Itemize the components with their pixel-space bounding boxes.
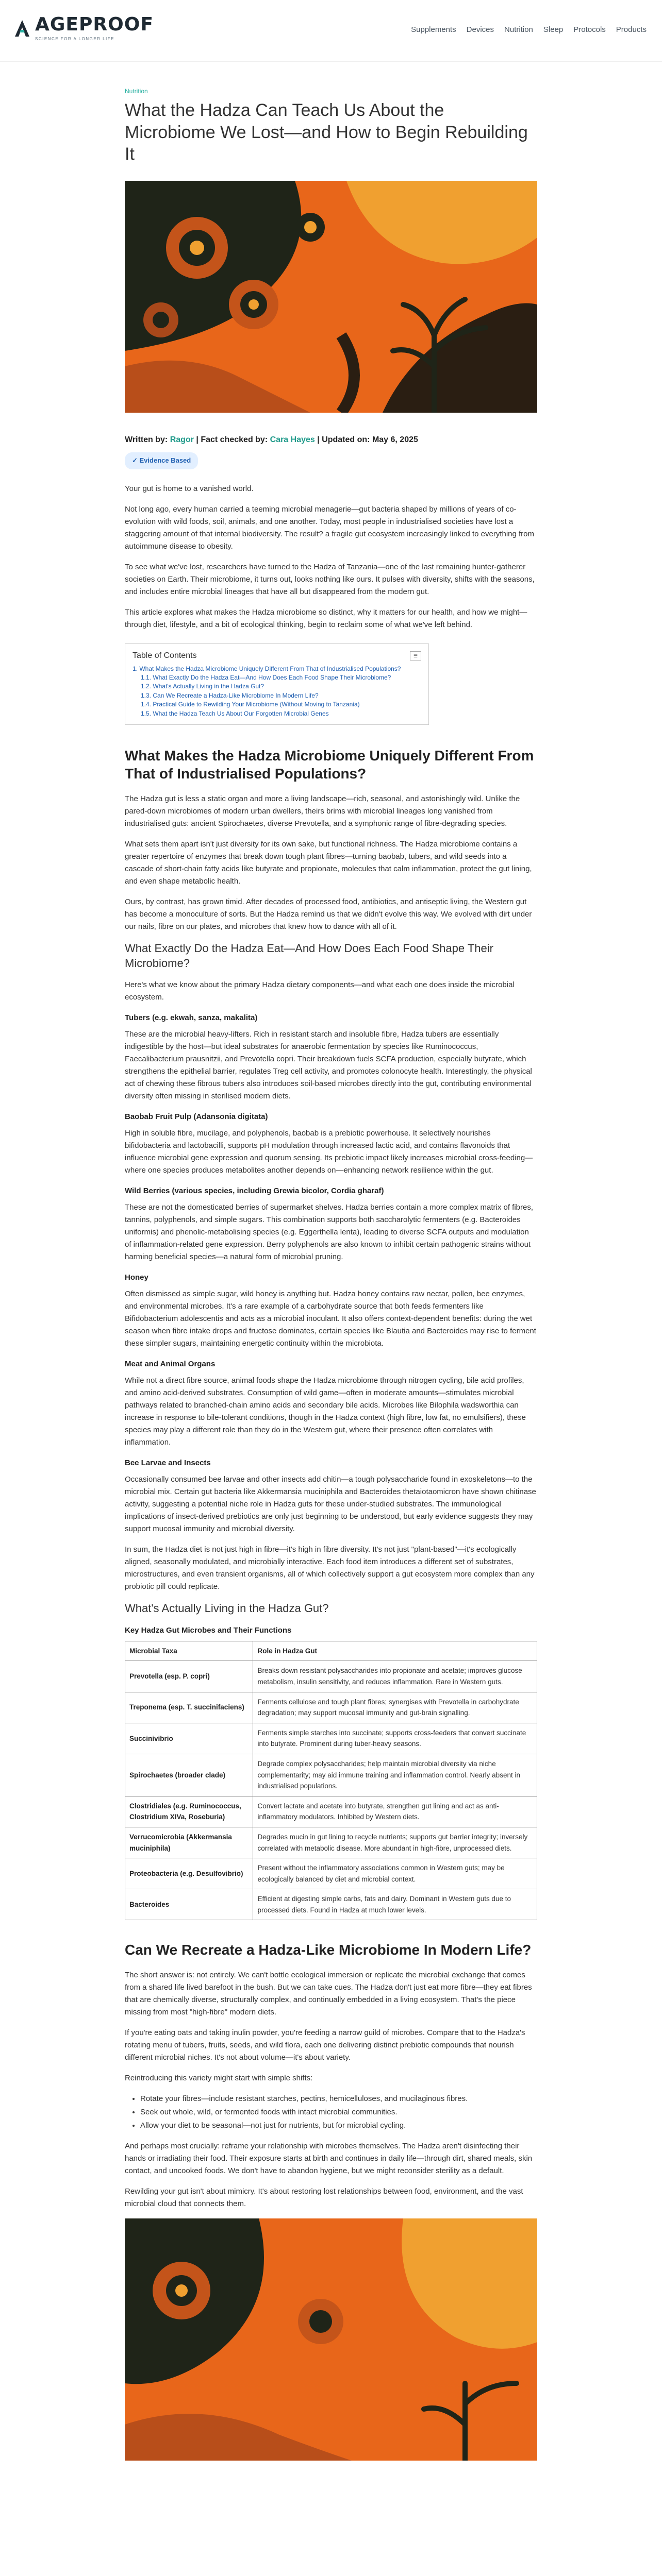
site-header xyxy=(0,0,662,62)
table-cell: Proteobacteria (e.g. Desulfovibrio) xyxy=(125,1858,253,1889)
table-cell: Convert lactate and acetate into butyrate, strengthen gut lining and act as anti-inflammatory modulators. Inhibited by Western diets. xyxy=(253,1796,537,1827)
logo-mark-icon xyxy=(13,19,31,39)
list-item: • Seek out whole, wild, or fermented foods with intact microbial communities. xyxy=(140,2106,537,2119)
byline xyxy=(125,433,537,447)
body-paragraph: In sum, the Hadza diet is not just high in fibre—it's high in fibre diversity. It's not just "plant-based"—it's ecologically aligned, seasonally modulated, and microbially interactive. Each food item introduces a different set of substrates, microstructures, and even transient organisms, all of which collectively support a gut ecosystem more complex than any probiotic pill could replicate. xyxy=(125,1545,535,1591)
table-header: Role in Hadza Gut xyxy=(253,1641,537,1661)
table-cell: Prevotella (esp. P. copri) xyxy=(125,1661,253,1692)
table-cell: Treponema (esp. T. succinifaciens) xyxy=(125,1692,253,1723)
fact-checker-link[interactable]: Cara Hayes xyxy=(270,435,315,444)
updated-date: May 6, 2025 xyxy=(372,435,418,444)
evidence-badge: ✓ Evidence Based xyxy=(125,452,198,469)
body-paragraph: And perhaps most crucially: reframe your relationship with microbes themselves. The Hadza aren't disinfecting their hands or irradiating their food. Their exposure starts at birth and continues in daily life—through dirt, shared meals, skin contact, and uncooked foods. We don't have to abandon hygiene, but we might reconsider sterility as a default. xyxy=(125,2142,533,2176)
category-link[interactable]: Nutrition xyxy=(125,88,148,95)
body-paragraph: The short answer is: not entirely. We can't bottle ecological immersion or replicate the microbial exchange that comes from a shared life lived barefoot in the bush. But we can take cues. The Hadza don't just eat more fibre—they eat fibres that are chemically diverse, structurally complex, and continually embedded in a living ecosystem. That's the piece missing from most "high-fibre" modern diets. xyxy=(125,1971,532,2017)
subsection-heading: What Exactly Do the Hadza Eat—And How Does Each Food Shape Their Microbiome? xyxy=(125,942,493,970)
section-illustration xyxy=(125,2218,537,2461)
table-row xyxy=(125,1754,537,1796)
table-cell: Present without the inflammatory associations common in Western guts; may be ecologically balanced by diet and microbial context. xyxy=(253,1858,537,1889)
byline-written-label: Written by: xyxy=(125,435,168,444)
table-row xyxy=(125,1827,537,1858)
brand-tagline: SCIENCE FOR A LONGER LIFE xyxy=(35,37,114,41)
food-text: Often dismissed as simple sugar, wild honey is anything but. Hadza honey contains raw nectar, pollen, bee enzymes, and environmental microbes. It's a rare example of a carbohydrate source that both feeds fermenters like Bifidobacterium adolescentis and acts as a microbial inoculant. It also offers context-dependent benefits: during the wet season when fibre intake drops and fructose dominates, certain species like Blautia and Bacteroides may rise to ferment these simpler sugars, maintaining energetic continuity within the microbiota. xyxy=(125,1290,536,1348)
site-logo[interactable] xyxy=(13,15,154,43)
table-cell: Spirochaetes (broader clade) xyxy=(125,1754,253,1796)
table-cell: Breaks down resistant polysaccharides into propionate and acetate; improves glucose metabolism, insulin sensitivity, and reduces inflammation. Rare in Western guts. xyxy=(253,1661,537,1692)
table-cell: Clostridiales (e.g. Ruminococcus, Clostridium XIVa, Roseburia) xyxy=(125,1796,253,1827)
article-title: What the Hadza Can Teach Us About the Microbiome We Lost—and How to Begin Rebuilding It xyxy=(125,100,528,164)
food-heading: Bee Larvae and Insects xyxy=(125,1459,211,1468)
body-paragraph: Ours, by contrast, has grown timid. After decades of processed food, antibiotics, and antiseptic living, the Western gut has become a monoculture of sorts. But the Hadza remind us that we didn't evolve this way. We evolved with dirt under our nails, fibre on our plates, and microbes that knew how to dance with all of it. xyxy=(125,897,532,931)
toc-toggle-icon[interactable]: ☰ xyxy=(410,651,421,660)
main-nav xyxy=(411,24,647,36)
table-caption: Key Hadza Gut Microbes and Their Functions xyxy=(125,1625,292,1635)
section-heading: Can We Recreate a Hadza-Like Microbiome In Modern Life? xyxy=(125,1942,532,1958)
nav-supplements[interactable]: Supplements xyxy=(411,25,456,34)
toc-item[interactable]: 1.1. What Exactly Do the Hadza Eat—And How Does Each Food Shape Their Microbiome? xyxy=(141,674,391,682)
food-heading: Tubers (e.g. ekwah, sanza, makalita) xyxy=(125,1013,258,1023)
author-link[interactable]: Ragor xyxy=(170,435,194,444)
body-paragraph: The Hadza gut is less a static organ and more a living landscape—rich, seasonal, and astonishingly wild. Unlike the pared-down microbiomes of modern urban dwellers, theirs brims with microbial lineages long vanished from industrialised guts: ancient Spirochaetes, diverse Prevotella, and a symphonic range of fibre-degrading species. xyxy=(125,794,520,828)
toc-title: Table of Contents xyxy=(133,651,197,660)
food-heading: Meat and Animal Organs xyxy=(125,1360,216,1369)
toc-item[interactable]: 1.2. What's Actually Living in the Hadza Gut? xyxy=(141,683,264,690)
intro-paragraph: This article explores what makes the Hadza microbiome so distinct, why it matters for our health, and how we might—through diet, lifestyle, and a bit of ecological thinking, begin to reclaim some of what we've left behind. xyxy=(125,608,527,630)
table-row xyxy=(125,1661,537,1692)
food-heading: Baobab Fruit Pulp (Adansonia digitata) xyxy=(125,1112,268,1122)
microbes-table xyxy=(125,1641,537,1921)
table-cell: Ferments simple starches into succinate; supports cross-feeders that convert succinate into butyrate. Prominent during tuber-heavy seasons. xyxy=(253,1723,537,1754)
section-heading: What Makes the Hadza Microbiome Uniquely Different From That of Industrialised Populations? xyxy=(125,748,534,782)
intro-paragraph: To see what we've lost, researchers have turned to the Hadza of Tanzania—one of the last remaining hunter-gatherer societies on Earth. Their microbiome, it turns out, looks nothing like ours. It pulses with diversity, shifts with the seasons, and includes entire microbial lineages that have all but disappeared from the modern gut. xyxy=(125,563,535,597)
nav-nutrition[interactable]: Nutrition xyxy=(504,25,533,34)
food-text: Occasionally consumed bee larvae and other insects add chitin—a tough polysaccharide found in exoskeletons—to the microbial mix. Certain gut bacteria like Akkermansia muciniphila and Bacteroides thetaiotaomicron have shown chitinase activity, suggesting a potential niche role in Hadza guts for these under-studied substrates. The immunological implications of insect-derived prebiotics are only just beginning to be understood, but early evidence suggests they may support mucosal immunity and microbial diversity. xyxy=(125,1475,536,1534)
article xyxy=(125,87,537,2461)
food-text: These are the microbial heavy-lifters. Rich in resistant starch and insoluble fibre, Hadza tubers are essentially indigestible by the host—but ideal substrates for anaerobic fermentation by species like Ruminococcus, Faecalibacterium prausnitzii, and Prevotella copri. Their breakdown fuels SCFA production, especially butyrate, which strengthens the epithelial barrier, regulates Treg cell activity, and promotes colonocyte health. Interestingly, the physical act of chewing these fibrous tubers also introduces soil-based microbes directly into the gut, contributing environmental diversity often missing in sterilised modern diets. xyxy=(125,1030,532,1101)
table-row xyxy=(125,1723,537,1754)
nav-products[interactable]: Products xyxy=(616,25,647,34)
nav-protocols[interactable]: Protocols xyxy=(573,25,606,34)
intro-paragraph: Not long ago, every human carried a teeming microbial menagerie—gut bacteria shaped by millions of years of co-evolution with wild foods, soil, animals, and one another. Today, most people in industrialised societies have lost a staggering amount of that internal biodiversity. The result? a fragile gut ecosystem increasingly linked to everything from autoimmune disease to obesity. xyxy=(125,505,535,551)
table-row xyxy=(125,1796,537,1827)
toc-item[interactable]: 1.4. Practical Guide to Rewilding Your Microbiome (Without Moving to Tanzania) xyxy=(141,701,360,708)
hero-illustration xyxy=(125,181,537,413)
table-cell: Ferments cellulose and tough plant fibres; synergises with Prevotella in carbohydrate degradation; may support mucosal immunity and gut-brain signalling. xyxy=(253,1692,537,1723)
body-paragraph: If you're eating oats and taking inulin powder, you're feeding a narrow guild of microbes. Compare that to the Hadza's rotating menu of tubers, fruits, seeds, and wild flora, each one delivering distinct prebiotic compounds that nourish different microbial niches. It's not about volume—it's about variety. xyxy=(125,2028,525,2062)
subsection-heading: What's Actually Living in the Hadza Gut? xyxy=(125,1602,329,1615)
intro-paragraph: Your gut is home to a vanished world. xyxy=(125,484,254,494)
table-row xyxy=(125,1858,537,1889)
table-header: Microbial Taxa xyxy=(125,1641,253,1661)
table-cell: Degrade complex polysaccharides; help maintain microbial diversity via niche complementarity; may aid immune training and inflammation control. Nearly absent in industrialised populations. xyxy=(253,1754,537,1796)
list-item: • Rotate your fibres—include resistant starches, pectins, hemicelluloses, and mucilaginous fibres. xyxy=(140,2093,537,2105)
toc-item[interactable]: 1. What Makes the Hadza Microbiome Uniquely Different From That of Industrialised Populations? xyxy=(133,665,401,672)
toc-item[interactable]: 1.5. What the Hadza Teach Us About Our Forgotten Microbial Genes xyxy=(141,709,329,717)
food-heading: Honey xyxy=(125,1273,148,1282)
body-paragraph: Rewilding your gut isn't about mimicry. It's about restoring lost relationships between food, environment, and the vast microbial cloud that connects them. xyxy=(125,2187,523,2209)
body-paragraph: Reintroducing this variety might start with simple shifts: xyxy=(125,2074,313,2083)
food-text: High in soluble fibre, mucilage, and polyphenols, baobab is a prebiotic powerhouse. It selectively nourishes bifidobacteria and lactobacilli, supports pH modulation through increased lactic acid, and contains flavonoids that influence microbial gene expression and quorum sensing. Its prebiotic impact likely increases microbial cross-feeding—where one species produces metabolites another depends on—enhancing network resilience within the gut. xyxy=(125,1129,533,1175)
body-paragraph: What sets them apart isn't just diversity for its own sake, but functional richness. The Hadza microbiome contains a greater repertoire of enzymes that break down tough plant fibres—turning baobab, tubers, and wild seeds into a cascade of short-chain fatty acids like butyrate and propionate, molecules that calm inflammation, protect the gut lining, and even shape metabolic health. xyxy=(125,840,532,886)
table-cell: Efficient at digesting simple carbs, fats and dairy. Dominant in Western guts due to processed diets. Found in Hadza at much lower levels. xyxy=(253,1889,537,1920)
nav-sleep[interactable]: Sleep xyxy=(543,25,564,34)
table-row xyxy=(125,1692,537,1723)
table-cell: Verrucomicrobia (Akkermansia muciniphila) xyxy=(125,1827,253,1858)
byline-updated-label: | Updated on: xyxy=(317,435,370,444)
byline-fact-label: | Fact checked by: xyxy=(196,435,268,444)
body-paragraph: Here's what we know about the primary Hadza dietary components—and what each one does inside the microbial ecosystem. xyxy=(125,980,515,1002)
table-cell: Degrades mucin in gut lining to recycle nutrients; supports gut barrier integrity; inversely correlated with metabolic disease. More abundant in high-fibre, unprocessed diets. xyxy=(253,1827,537,1858)
table-cell: Bacteroides xyxy=(125,1889,253,1920)
nav-devices[interactable]: Devices xyxy=(466,25,494,34)
food-heading: Wild Berries (various species, including Grewia bicolor, Cordia gharaf) xyxy=(125,1187,384,1196)
toc-item[interactable]: 1.3. Can We Recreate a Hadza-Like Microbiome In Modern Life? xyxy=(141,691,319,699)
shift-list xyxy=(140,2093,537,2132)
list-item: • Allow your diet to be seasonal—not just for nutrients, but for microbial cycling. xyxy=(140,2120,537,2132)
table-row xyxy=(125,1889,537,1920)
food-text: While not a direct fibre source, animal foods shape the Hadza microbiome through nitrogen cycling, bile acid profiles, and amino acid-derived substrates. Consumption of wild game—often in moderate amounts—stimulates microbial pathways related to branched-chain amino acids and secondary bile acids. Microbes like Bilophila wadsworthia can increase in response to bile-tolerant conditions, though in the Hadza context (high fibre, low fat, no emulsifiers), these species may play a different role than they do in the Western gut, where their presence often correlates with inflammation. xyxy=(125,1376,526,1447)
food-text: These are not the domesticated berries of supermarket shelves. Hadza berries contain a more complex matrix of fibres, tannins, polyphenols, and simple sugars. This combination supports both saccharolytic fermenters (e.g. Bacteroides uniformis) and phenolic-metabolising species (e.g. Eggerthella lenta), leading to diverse SCFA outputs and modulation of inflammation-related gene expression. Berry polyphenols are also known to inhibit certain pathogenic strains without harming beneficial species—a natural form of microbial pruning. xyxy=(125,1203,534,1262)
table-of-contents xyxy=(125,643,429,725)
brand-name: AGEPROOF xyxy=(35,14,154,35)
table-cell: Succinivibrio xyxy=(125,1723,253,1754)
